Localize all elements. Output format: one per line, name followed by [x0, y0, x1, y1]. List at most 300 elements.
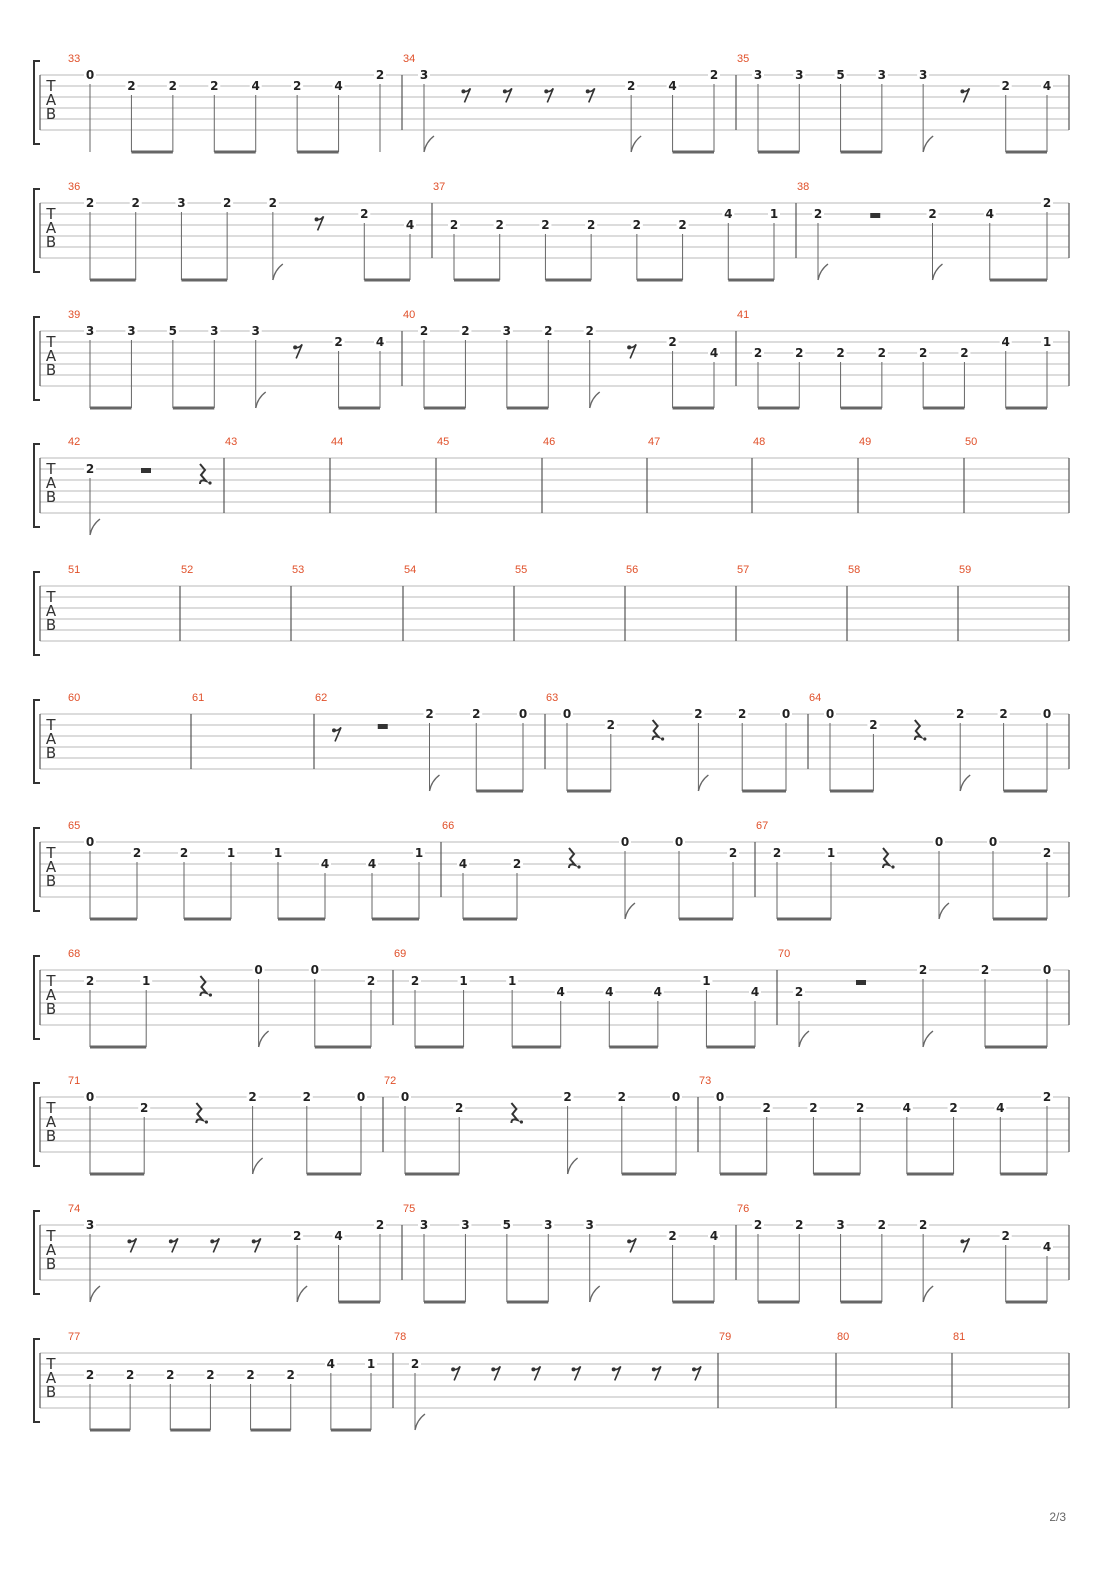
measure-number: 58 [848, 564, 861, 576]
measure-number: 42 [68, 436, 81, 448]
eighth-rest-dot [627, 345, 631, 349]
fret-number: 0 [781, 707, 791, 721]
fret-number: 2 [772, 846, 782, 860]
measure-number: 56 [626, 564, 639, 576]
fret-number: 3 [836, 1218, 845, 1232]
fret-number: 2 [222, 196, 232, 210]
fret-number: 2 [949, 1101, 958, 1115]
fret-number: 2 [836, 346, 845, 360]
fret-number: 1 [769, 207, 779, 221]
fret-number: 0 [254, 963, 263, 977]
eighth-flag [625, 903, 635, 919]
fret-number: 2 [366, 974, 376, 988]
measure-number: 46 [543, 436, 556, 448]
fret-number: 2 [606, 718, 615, 732]
eighth-rest-dot [627, 1239, 631, 1243]
measure-number: 41 [737, 309, 750, 321]
tab-clef-letter: A [45, 219, 57, 237]
system-bracket [34, 572, 40, 655]
fret-number: 4 [1001, 335, 1010, 349]
tab-clef-letter: A [45, 730, 57, 748]
eighth-rest-dot [692, 1367, 696, 1371]
tab-clef-letter: A [45, 1369, 57, 1387]
fret-number: 0 [1042, 707, 1052, 721]
tab-clef-letter: T [46, 972, 56, 990]
fret-number: 3 [177, 196, 186, 210]
eighth-rest-dot [252, 1239, 256, 1243]
fret-number: 2 [617, 1090, 626, 1104]
eighth-rest-dot [315, 217, 319, 221]
fret-number: 2 [1042, 846, 1052, 860]
system-bracket [34, 828, 40, 911]
tab-clef-letter: B [45, 1383, 57, 1401]
fret-number: 2 [334, 335, 343, 349]
fret-number: 2 [928, 207, 937, 221]
system-bracket [34, 189, 40, 272]
fret-number: 3 [502, 324, 512, 338]
fret-number: 2 [999, 707, 1008, 721]
fret-number: 0 [310, 963, 319, 977]
measure-number: 35 [737, 53, 750, 65]
fret-number: 0 [934, 835, 944, 849]
fret-number: 2 [292, 79, 302, 93]
system-bracket [34, 317, 40, 400]
fret-number: 2 [425, 707, 434, 721]
measure-number: 59 [959, 564, 972, 576]
rest-dot [520, 1120, 523, 1123]
fret-number: 0 [988, 835, 998, 849]
fret-number: 2 [206, 1368, 215, 1382]
fret-number: 1 [1042, 335, 1052, 349]
fret-number: 2 [302, 1090, 311, 1104]
eighth-flag [259, 1031, 269, 1047]
fret-number: 4 [334, 79, 343, 93]
fret-number: 2 [166, 1368, 175, 1382]
eighth-flag [923, 1286, 933, 1302]
measure-number: 45 [437, 436, 450, 448]
fret-number: 2 [626, 79, 636, 93]
fret-number: 3 [210, 324, 219, 338]
eighth-rest-dot [960, 89, 964, 93]
fret-number: 2 [246, 1368, 255, 1382]
fret-number: 2 [375, 68, 385, 82]
fret-number: 2 [512, 857, 522, 871]
fret-number: 4 [750, 985, 760, 999]
measure-number: 79 [719, 1331, 732, 1343]
system-bracket [34, 61, 40, 144]
fret-number: 2 [877, 1218, 887, 1232]
eighth-flag [923, 136, 933, 152]
measure-number: 57 [737, 564, 750, 576]
measure-number: 73 [699, 1075, 712, 1087]
eighth-flag [297, 1286, 307, 1302]
fret-number: 2 [585, 324, 594, 338]
measure-number: 71 [68, 1075, 81, 1087]
system-bracket [34, 956, 40, 1039]
measure-number: 37 [433, 181, 446, 193]
fret-number: 2 [918, 963, 928, 977]
system-bracket [34, 1083, 40, 1166]
tab-clef-letter: A [45, 347, 57, 365]
fret-number: 2 [795, 1218, 804, 1232]
tab-clef-letter: A [45, 858, 57, 876]
fret-number: 2 [286, 1368, 295, 1382]
eighth-flag [818, 264, 828, 280]
eighth-flag [424, 136, 434, 152]
fret-number: 2 [586, 218, 596, 232]
fret-number: 2 [563, 1090, 572, 1104]
fret-number: 4 [334, 1229, 343, 1243]
fret-number: 2 [85, 974, 95, 988]
fret-number: 2 [728, 846, 738, 860]
tab-clef-letter: B [45, 1255, 57, 1273]
fret-number: 2 [1042, 196, 1052, 210]
eighth-rest-dot [503, 89, 507, 93]
eighth-rest-dot [544, 89, 548, 93]
measure-number: 60 [68, 692, 81, 704]
fret-number: 2 [127, 79, 136, 93]
fret-number: 3 [461, 1218, 470, 1232]
system-bracket [34, 1211, 40, 1294]
system-bracket [34, 1339, 40, 1422]
eighth-flag [698, 775, 708, 791]
fret-number: 2 [140, 1101, 149, 1115]
eighth-flag [90, 1286, 100, 1302]
measure-number: 70 [778, 948, 791, 960]
measure-number: 62 [315, 692, 328, 704]
quarter-rest [200, 976, 206, 996]
fret-number: 3 [251, 324, 260, 338]
measure-number: 63 [546, 692, 559, 704]
eighth-flag [568, 1158, 578, 1174]
rest-dot [209, 993, 212, 996]
fret-number: 2 [956, 707, 965, 721]
fret-number: 1 [702, 974, 711, 988]
fret-number: 3 [877, 68, 887, 82]
eighth-rest-dot [169, 1239, 173, 1243]
fret-number: 2 [410, 1357, 420, 1371]
fret-number: 2 [410, 974, 420, 988]
tab-clef-letter: B [45, 105, 57, 123]
fret-number: 3 [795, 68, 804, 82]
fret-number: 1 [273, 846, 283, 860]
fret-number: 2 [694, 707, 703, 721]
fret-number: 0 [620, 835, 630, 849]
eighth-rest-dot [586, 89, 590, 93]
rest-dot [923, 737, 926, 740]
measure-number: 54 [404, 564, 417, 576]
fret-number: 2 [168, 79, 178, 93]
tab-clef-letter: A [45, 602, 57, 620]
fret-number: 2 [753, 346, 763, 360]
fret-number: 0 [356, 1090, 366, 1104]
measure-number: 64 [809, 692, 822, 704]
tab-clef-letter: B [45, 616, 57, 634]
fret-number: 2 [541, 218, 550, 232]
measure-number: 49 [859, 436, 872, 448]
measure-number: 44 [331, 436, 344, 448]
fret-number: 1 [826, 846, 836, 860]
fret-number: 2 [762, 1101, 771, 1115]
measure-number: 34 [403, 53, 416, 65]
fret-number: 4 [709, 346, 719, 360]
measure-number: 80 [837, 1331, 850, 1343]
tab-clef-letter: T [46, 844, 56, 862]
measure-number: 47 [648, 436, 661, 448]
fret-number: 3 [544, 1218, 553, 1232]
tab-clef-letter: T [46, 77, 56, 95]
fret-number: 3 [127, 324, 136, 338]
eighth-rest-dot [127, 1239, 131, 1243]
fret-number: 2 [753, 1218, 763, 1232]
tab-clef-letter: B [45, 1127, 57, 1145]
fret-number: 2 [918, 1218, 928, 1232]
quarter-rest [569, 848, 575, 868]
fret-number: 3 [918, 68, 928, 82]
fret-number: 2 [455, 1101, 464, 1115]
fret-number: 2 [1001, 79, 1010, 93]
fret-number: 2 [125, 1368, 135, 1382]
fret-number: 2 [809, 1101, 818, 1115]
eighth-rest-dot [210, 1239, 214, 1243]
fret-number: 2 [85, 196, 95, 210]
system-bracket [34, 700, 40, 783]
eighth-rest-dot [461, 89, 465, 93]
fret-number: 0 [674, 835, 684, 849]
eighth-rest-dot [491, 1367, 495, 1371]
fret-number: 2 [668, 1229, 677, 1243]
quarter-rest [511, 1103, 517, 1123]
fret-number: 1 [366, 1357, 376, 1371]
quarter-rest [653, 720, 659, 740]
fret-number: 0 [1042, 963, 1052, 977]
fret-number: 4 [251, 79, 260, 93]
fret-number: 4 [405, 218, 415, 232]
fret-number: 4 [375, 335, 385, 349]
fret-number: 4 [367, 857, 377, 871]
fret-number: 4 [326, 1357, 336, 1371]
page-number: 2/3 [1049, 1510, 1066, 1524]
fret-number: 5 [836, 68, 845, 82]
fret-number: 3 [419, 1218, 429, 1232]
tab-clef-letter: A [45, 986, 57, 1004]
eighth-flag [631, 136, 641, 152]
rest-dot [661, 737, 664, 740]
measure-number: 78 [394, 1331, 407, 1343]
fret-number: 2 [210, 79, 219, 93]
fret-number: 1 [142, 974, 151, 988]
fret-number: 0 [825, 707, 835, 721]
system-bracket [34, 444, 40, 527]
tab-clef-letter: T [46, 333, 56, 351]
fret-number: 3 [85, 324, 95, 338]
fret-number: 2 [472, 707, 481, 721]
fret-number: 0 [715, 1090, 725, 1104]
fret-number: 0 [400, 1090, 410, 1104]
fret-number: 2 [419, 324, 429, 338]
tab-clef-letter: T [46, 1099, 56, 1117]
tab-clef-letter: T [46, 588, 56, 606]
fret-number: 2 [268, 196, 278, 210]
measure-number: 75 [403, 1203, 416, 1215]
measure-number: 36 [68, 181, 81, 193]
fret-number: 4 [668, 79, 677, 93]
eighth-rest-dot [332, 728, 336, 732]
tab-clef-letter: B [45, 488, 57, 506]
fret-number: 2 [855, 1101, 865, 1115]
fret-number: 4 [996, 1101, 1005, 1115]
eighth-flag [923, 1031, 933, 1047]
measure-number: 53 [292, 564, 305, 576]
fret-number: 4 [902, 1101, 912, 1115]
measure-number: 77 [68, 1331, 81, 1343]
eighth-flag [415, 1414, 425, 1430]
measure-number: 65 [68, 820, 81, 832]
half-rest [870, 213, 880, 218]
fret-number: 2 [980, 963, 990, 977]
fret-number: 4 [709, 1229, 719, 1243]
fret-number: 2 [632, 218, 642, 232]
rest-dot [577, 865, 580, 868]
fret-number: 2 [495, 218, 504, 232]
eighth-rest-dot [293, 345, 297, 349]
fret-number: 2 [794, 985, 804, 999]
fret-number: 3 [585, 1218, 594, 1232]
measure-number: 51 [68, 564, 81, 576]
eighth-flag [590, 1286, 600, 1302]
tab-clef-letter: T [46, 1355, 56, 1373]
eighth-flag [273, 264, 283, 280]
measure-number: 50 [965, 436, 978, 448]
fret-number: 2 [449, 218, 459, 232]
eighth-flag [253, 1158, 263, 1174]
fret-number: 4 [985, 207, 994, 221]
tab-clef-letter: T [46, 205, 56, 223]
half-rest [141, 468, 151, 473]
tab-clef-letter: B [45, 744, 57, 762]
tab-clef-letter: A [45, 1113, 57, 1131]
fret-number: 0 [562, 707, 572, 721]
fret-number: 2 [131, 196, 140, 210]
quarter-rest [883, 848, 889, 868]
fret-number: 1 [459, 974, 468, 988]
fret-number: 2 [960, 346, 969, 360]
tab-clef-letter: T [46, 716, 56, 734]
quarter-rest [200, 464, 206, 484]
fret-number: 4 [653, 985, 663, 999]
tab-clef-letter: A [45, 91, 57, 109]
fret-number: 2 [179, 846, 189, 860]
measure-number: 76 [737, 1203, 750, 1215]
fret-number: 4 [1042, 1240, 1052, 1254]
fret-number: 2 [678, 218, 687, 232]
eighth-rest-dot [531, 1367, 535, 1371]
tab-clef-letter: A [45, 1241, 57, 1259]
eighth-rest-dot [612, 1367, 616, 1371]
measure-number: 33 [68, 53, 81, 65]
eighth-flag [939, 903, 949, 919]
fret-number: 4 [320, 857, 330, 871]
fret-number: 2 [709, 68, 719, 82]
measure-number: 81 [953, 1331, 966, 1343]
tab-clef-letter: T [46, 1227, 56, 1245]
fret-number: 3 [85, 1218, 95, 1232]
measure-number: 38 [797, 181, 810, 193]
fret-number: 2 [544, 324, 553, 338]
fret-number: 5 [502, 1218, 512, 1232]
fret-number: 2 [813, 207, 823, 221]
quarter-rest [915, 720, 921, 740]
eighth-flag [933, 264, 943, 280]
tab-clef-letter: T [46, 460, 56, 478]
fret-number: 4 [556, 985, 565, 999]
fret-number: 2 [85, 462, 95, 476]
eighth-flag [90, 519, 100, 535]
fret-number: 2 [877, 346, 887, 360]
fret-number: 0 [85, 1090, 95, 1104]
eighth-rest-dot [652, 1367, 656, 1371]
fret-number: 4 [724, 207, 733, 221]
measure-number: 61 [192, 692, 205, 704]
fret-number: 2 [132, 846, 142, 860]
rest-dot [891, 865, 894, 868]
fret-number: 2 [461, 324, 470, 338]
tab-clef-letter: B [45, 1000, 57, 1018]
fret-number: 1 [226, 846, 236, 860]
tab-clef-letter: B [45, 872, 57, 890]
measure-number: 66 [442, 820, 455, 832]
measure-number: 43 [225, 436, 238, 448]
fret-number: 2 [1001, 1229, 1010, 1243]
rest-dot [208, 481, 211, 484]
fret-number: 2 [248, 1090, 257, 1104]
measure-number: 40 [403, 309, 416, 321]
fret-number: 0 [85, 835, 95, 849]
measure-number: 52 [181, 564, 194, 576]
fret-number: 0 [671, 1090, 681, 1104]
tab-clef-letter: B [45, 233, 57, 251]
fret-number: 0 [518, 707, 528, 721]
fret-number: 2 [360, 207, 369, 221]
measure-number: 67 [756, 820, 769, 832]
fret-number: 4 [1042, 79, 1052, 93]
eighth-flag [960, 775, 970, 791]
fret-number: 2 [869, 718, 878, 732]
measure-number: 72 [384, 1075, 397, 1087]
rest-dot [205, 1120, 208, 1123]
fret-number: 0 [85, 68, 95, 82]
fret-number: 2 [85, 1368, 95, 1382]
tab-clef-letter: A [45, 474, 57, 492]
measure-number: 68 [68, 948, 81, 960]
eighth-rest-dot [451, 1367, 455, 1371]
fret-number: 3 [419, 68, 429, 82]
measure-number: 69 [394, 948, 407, 960]
fret-number: 2 [292, 1229, 302, 1243]
eighth-flag [799, 1031, 809, 1047]
fret-number: 3 [753, 68, 763, 82]
quarter-rest [196, 1103, 202, 1123]
fret-number: 2 [375, 1218, 385, 1232]
fret-number: 4 [605, 985, 614, 999]
measure-number: 48 [753, 436, 766, 448]
tab-clef-letter: B [45, 361, 57, 379]
fret-number: 2 [918, 346, 928, 360]
measure-number: 39 [68, 309, 81, 321]
fret-number: 5 [168, 324, 178, 338]
fret-number: 4 [458, 857, 468, 871]
half-rest [378, 724, 388, 729]
